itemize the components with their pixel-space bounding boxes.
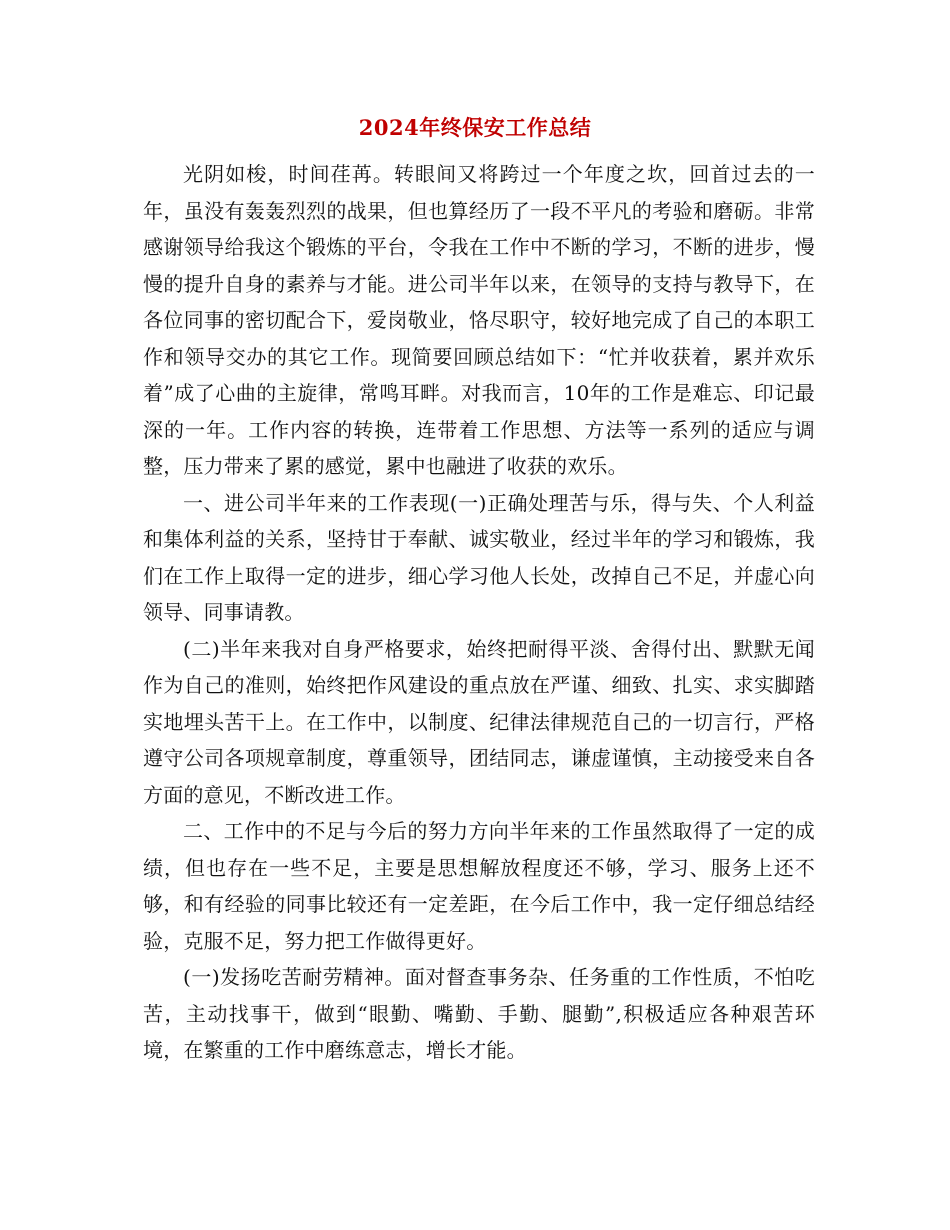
paragraph-section-one: 一、进公司半年来的工作表现(一)正确处理苦与乐，得与失、个人利益和集体利益的关系，坚持甘于奉献、诚实敬业，经过半年的学习和锻炼，我们在工作上取得一定的进步，细心学习他人长处，改掉自己不足，并虚心向领导、同事请教。	[143, 490, 815, 624]
document-body	[143, 156, 815, 1069]
paragraph-section-two: 二、工作中的不足与今后的努力方向半年来的工作虽然取得了一定的成绩，但也存在一些不足，主要是思想解放程度还不够，学习、服务上还不够，和有经验的同事比较还有一定差距，在今后工作中，我一定仔细总结经验，克服不足，努力把工作做得更好。	[143, 819, 815, 953]
paragraph-section-one-part-two: (二)半年来我对自身严格要求，始终把耐得平淡、舍得付出、默默无闻作为自己的准则，始终把作风建设的重点放在严谨、细致、扎实、求实脚踏实地埋头苦干上。在工作中，以制度、纪律法律规范自己的一切言行，严格遵守公司各项规章制度，尊重领导，团结同志，谦虚谨慎，主动接受来自各方面的意见，不断改进工作。	[143, 636, 815, 807]
document-title: 2024年终保安工作总结	[358, 115, 592, 140]
paragraph-intro: 光阴如梭，时间荏苒。转眼间又将跨过一个年度之坎，回首过去的一年，虽没有轰轰烈烈的战果，但也算经历了一段不平凡的考验和磨砺。非常感谢领导给我这个锻炼的平台，令我在工作中不断的学习，不断的进步，慢慢的提升自身的素养与才能。进公司半年以来，在领导的支持与教导下，在各位同事的密切配合下，爱岗敬业，恪尽职守，较好地完成了自己的本职工作和领导交办的其它工作。现简要回顾总结如下：“忙并收获着，累并欢乐着”成了心曲的主旋律，常鸣耳畔。对我而言，10年的工作是难忘、印记最深的一年。工作内容的转换，连带着工作思想、方法等一系列的适应与调整，压力带来了累的感觉，累中也融进了收获的欢乐。	[143, 162, 815, 478]
paragraph-section-two-part-one: (一)发扬吃苦耐劳精神。面对督查事务杂、任务重的工作性质，不怕吃苦，主动找事干，做到“眼勤、嘴勤、手勤、腿勤”,积极适应各种艰苦环境，在繁重的工作中磨练意志，增长才能。	[143, 965, 815, 1062]
